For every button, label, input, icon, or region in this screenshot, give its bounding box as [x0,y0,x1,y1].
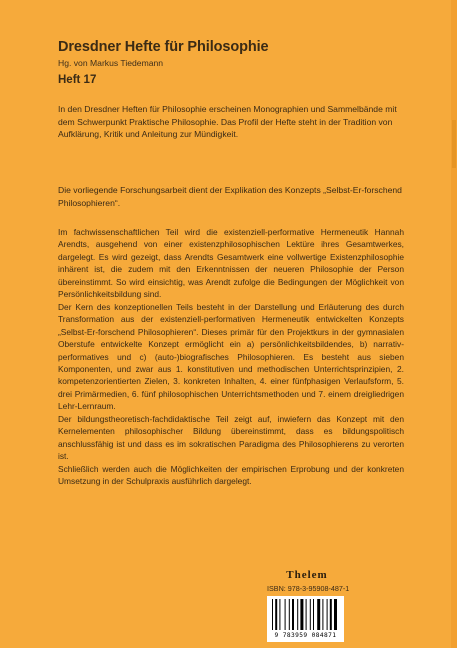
barcode-number: 9 783959 084871 [274,632,337,639]
barcode-bars-icon [267,596,344,634]
volume-number: Heft 17 [58,74,97,86]
barcode [267,596,344,642]
abstract-paragraph: Schließlich werden auch die Möglichkeiten der empirischen Erprobung und der konkreten Umsetzung in der Schulpraxis ausführlich dargelegt. [58,463,404,487]
spine-edge [451,0,457,648]
spine-mark [452,120,456,168]
abstract-paragraph: Im fachwissenschaftlichen Teil wird die existenziell-performative Hermeneutik Hannah Arendts, ausgehend von einer existenzphilosophischen Lektüre ihres Gesamtwerkes, dargelegt. Es wird gezeigt, dass Arendts Gesamtwerk eine vollwertige Existenzphilosophie inhärent ist, die zudem mit den Erkenntnissen der neueren Philosophie der Person übereinstimmt. So wird einsichtig, was Arendt zufolge die Bedingungen der Möglichkeit von Persönlichkeitsbildung sind. [58,227,404,300]
publisher-logo: Thelem [286,569,328,581]
abstract-paragraph: Der bildungstheoretisch-fachdidaktische Teil zeigt auf, inwiefern das Konzept mit den Kernelementen philosophischer Bildung übereinstimmt, dass es bildungspolitisch anschlussfähig ist und dass es im sokratischen Paradigma des Philosophierens zu verorten ist. [58,413,404,462]
series-title: Dresdner Hefte für Philosophie [58,39,269,55]
editor-line: Hg. von Markus Tiedemann [58,58,164,68]
purpose-statement: Die vorliegende Forschungsarbeit dient der Explikation des Konzepts „Selbst-Er-forschend Philosophieren“. [58,185,402,208]
abstract-paragraph: Der Kern des konzeptionellen Teils besteht in der Darstellung und Erläuterung des durch Transformation aus der existenziell-performativen Hermeneutik entwickelten Konzepts „Selbst-Er-forschend Philosophieren“. Dieses primär für den Projektkurs in der gymnasialen Oberstufe entwickelte Konzept ermöglicht ein a) persönlichkeitsbildendes, b) narrativ-performatives und c) (auto-)biografisches Philosophieren. Es besteht aus sieben Komponenten, und zwar aus 1. konstitutiven und methodischen Unterrichtsprinzipien, 2. kompetenzorientierten Zielen, 3. konkreten Inhalten, 4. einer fünfphasigen Verlaufsform, 5. drei Primärmedien, 6. fünf philosophischen Unterrichtsmethoden und 7. einem dreigliedrigen Lehr-Lernraum. [58,301,404,412]
isbn-number: ISBN: 978-3-95908-487-1 [267,584,350,593]
series-description: In den Dresdner Heften für Philosophie erscheinen Monographien und Sammelbände mit dem Schwerpunkt Praktische Philosophie. Das Profil der Hefte steht in der Tradition von Aufklärung, Kritik und Anleitung zur Mündigkeit. [58,104,397,139]
abstract [58,226,404,488]
